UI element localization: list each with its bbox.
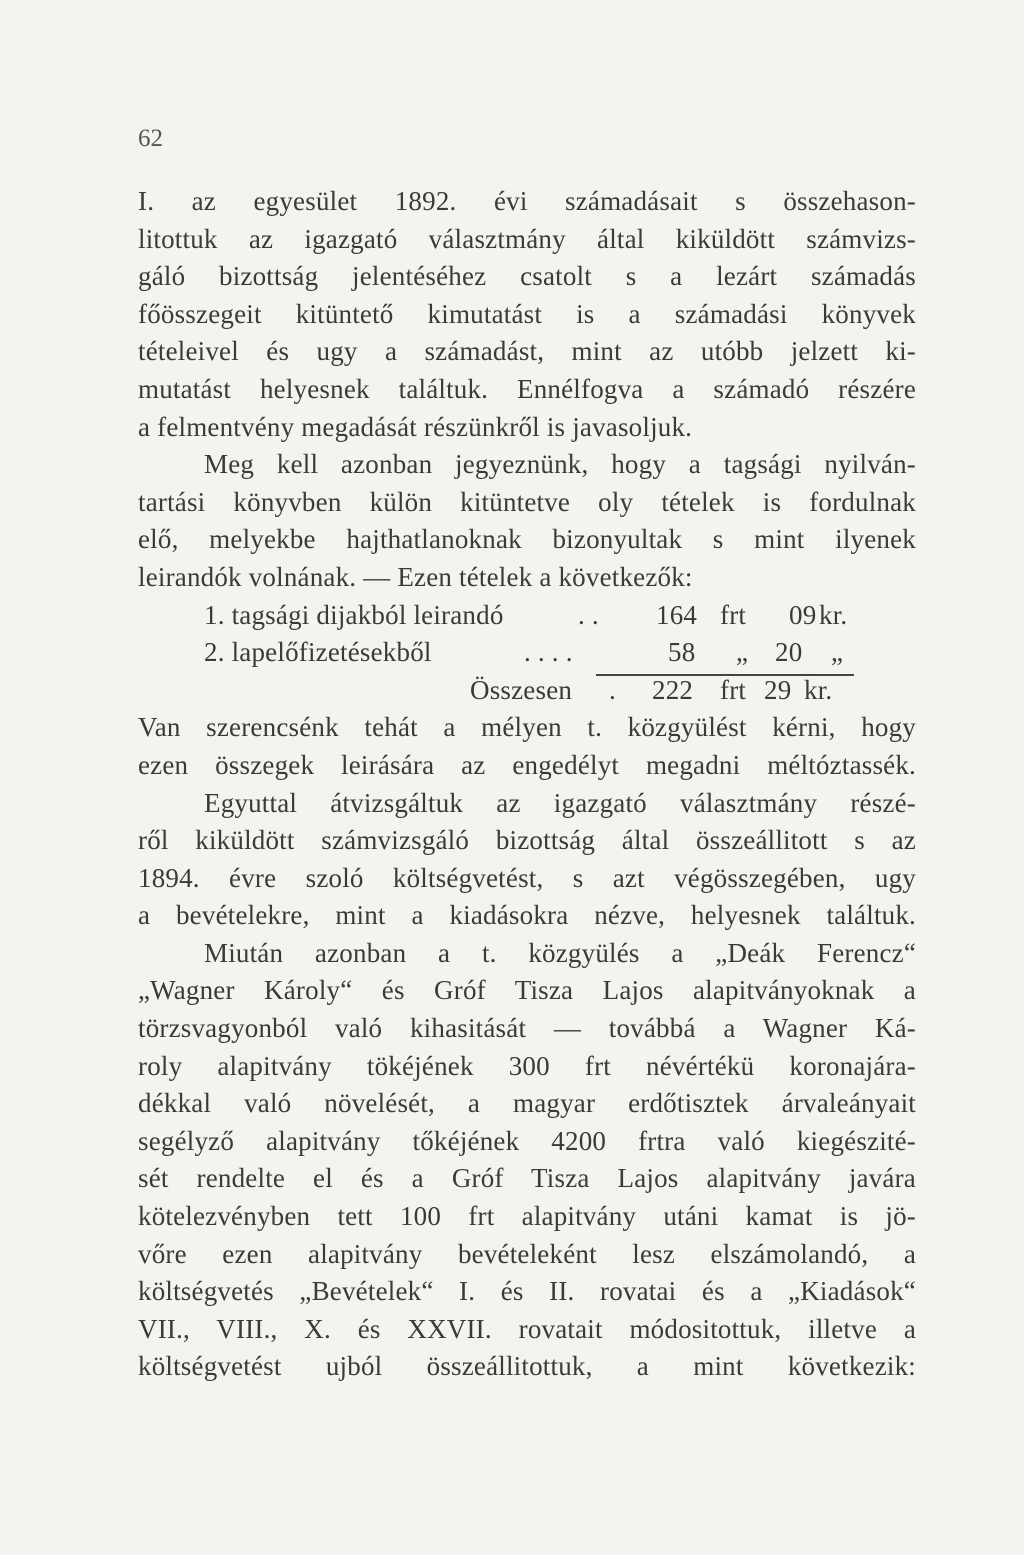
text-line: Van szerencsénk tehát a mélyen t. közgyülést kérni, hogy (138, 712, 916, 743)
item-currency: „ (736, 637, 749, 668)
writeoff-total (138, 672, 916, 710)
item-amount: 58 (668, 637, 696, 668)
text-line: Meg kell azonban jegyeznünk, hogy a tagsági nyilván- (204, 449, 916, 480)
item-cents: 20 (775, 637, 803, 668)
total-leader-dot: . (609, 674, 616, 705)
text-line: „Wagner Károly“ és Gróf Tisza Lajos alapitványoknak a (138, 975, 916, 1006)
text-line: leirandók volnának. — Ezen tételek a következők: (138, 561, 693, 592)
item-leader-dots: . . (578, 599, 599, 630)
text-line: dékkal való növelését, a magyar erdőtisztek árvaleányait (138, 1088, 916, 1119)
text-line: főösszegeit kitüntető kimutatást is a számadási könyvek (138, 298, 916, 329)
item-amount: 164 (656, 599, 698, 630)
text-line: törzsvagyonból való kihasitását — továbbá a Wagner Ká- (138, 1013, 916, 1044)
text-line: 1894. évre szoló költségvetést, s azt végösszegében, ugy (138, 862, 916, 893)
item-currency: frt (720, 599, 747, 630)
total-amount: 222 (652, 674, 694, 705)
text-line: elő, melyekbe hajthatlanoknak bizonyultak s mint ilyenek (138, 524, 916, 555)
text-line: sét rendelte el és a Gróf Tisza Lajos alapitvány javára (138, 1163, 916, 1194)
text-line: mutatást helyesnek találtuk. Ennélfogva a számadó részére (138, 373, 916, 404)
writeoff-item-1 (138, 597, 916, 635)
text-line: Miután azonban a t. közgyülés a „Deák Ferencz“ (204, 937, 916, 968)
text-line: vőre ezen alapitvány bevételeként lesz elszámolandó, a (138, 1238, 916, 1269)
item-cents-unit: „ (831, 637, 844, 668)
item-label: 1. tagsági dijakból leirandó (204, 599, 504, 630)
text-line: Egyuttal átvizsgáltuk az igazgató választmány részé- (204, 787, 916, 818)
text-line: roly alapitvány tökéjének 300 frt névértékü koronajára- (138, 1050, 916, 1081)
item-cents: 09 (789, 599, 817, 630)
text-line: költségvetés „Bevételek“ I. és II. rovatai és a „Kiadások“ (138, 1276, 916, 1307)
writeoff-item-2 (138, 634, 916, 672)
total-cents-unit: kr. (804, 674, 833, 705)
text-line: I. az egyesület 1892. évi számadásait s összehason- (138, 186, 916, 216)
text-line: a felmentvény megadását részünkről is javasoljuk. (138, 411, 693, 442)
page-number: 62 (138, 125, 163, 152)
text-line: tételeivel és ugy a számadást, mint az utóbb jelzett ki- (138, 336, 916, 367)
item-leader-dots: . . . . (524, 637, 573, 668)
text-line: ezen összegek leirására az engedélyt megadni méltóztassék. (138, 749, 916, 780)
total-cents: 29 (764, 674, 792, 705)
total-label: Összesen (470, 674, 573, 705)
text-line: költségvetést ujból összeállitottuk, a mint következik: (138, 1351, 916, 1382)
total-currency: frt (720, 674, 747, 705)
item-label: 2. lapelőfizetésekből (204, 637, 432, 668)
text-line: gáló bizottság jelentéséhez csatolt s a lezárt számadás (138, 261, 916, 292)
item-cents-unit: kr. (819, 599, 848, 630)
text-line: VII., VIII., X. és XXVII. rovatait módositottuk, illetve a (138, 1313, 916, 1344)
text-line: a bevételekre, mint a kiadásokra nézve, helyesnek találtuk. (138, 900, 916, 931)
body-text (138, 183, 916, 1386)
text-line: segélyző alapitvány tőkéjének 4200 frtra való kiegészité- (138, 1125, 916, 1156)
text-line: kötelezvényben tett 100 frt alapitvány utáni kamat is jö- (138, 1201, 916, 1232)
text-line: ről kiküldött számvizsgáló bizottság által összeállitott s az (138, 825, 916, 856)
text-line: litottuk az igazgató választmány által kiküldött számvizs- (138, 223, 916, 254)
text-line: tartási könyvben külön kitüntetve oly tételek is fordulnak (138, 486, 916, 517)
